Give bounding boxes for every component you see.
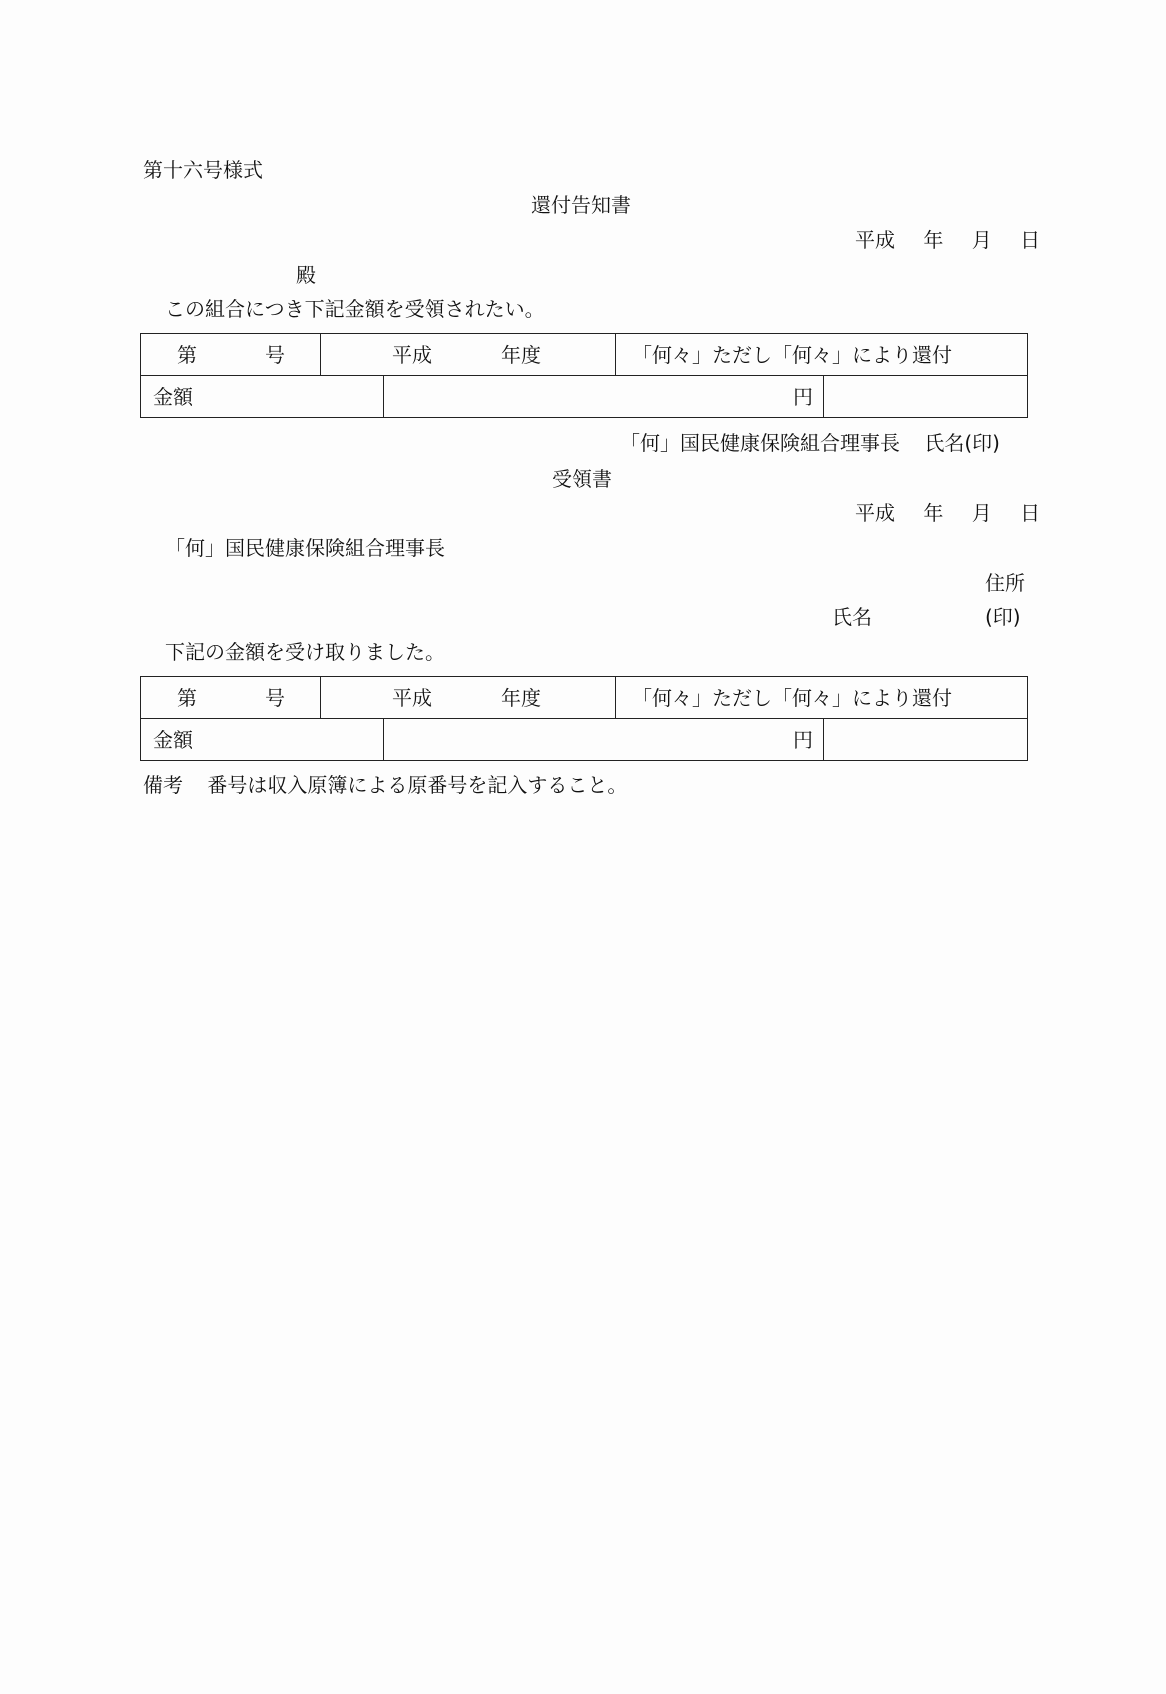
seal-label: (印) bbox=[985, 605, 1021, 629]
table-row bbox=[141, 718, 1027, 760]
fiscal-year-label: 年度 bbox=[501, 343, 541, 367]
reason-cell bbox=[615, 334, 1026, 375]
issuer bbox=[620, 430, 1000, 456]
yen-label: 円 bbox=[793, 385, 813, 409]
blank-cell bbox=[823, 376, 1026, 417]
remarks-text: 番号は収入原簿による原番号を記入すること。 bbox=[207, 773, 628, 797]
fiscal-year-cell bbox=[320, 677, 615, 718]
date-year: 年 bbox=[923, 501, 944, 525]
fiscal-year-cell bbox=[320, 334, 615, 375]
amount-label-cell bbox=[141, 376, 383, 417]
amount-label-cell bbox=[141, 719, 383, 760]
number-suffix: 号 bbox=[265, 686, 285, 710]
name-label: 氏名 bbox=[832, 605, 872, 629]
era-label: 平成 bbox=[392, 343, 432, 367]
date-month: 月 bbox=[971, 228, 992, 252]
amount-value-cell bbox=[383, 376, 823, 417]
receipt-title: 受領書 bbox=[552, 467, 612, 491]
notice-date bbox=[855, 227, 1040, 253]
amount-value-cell bbox=[383, 719, 823, 760]
table-row bbox=[141, 334, 1027, 375]
amount-label: 金額 bbox=[153, 728, 193, 752]
table-row bbox=[141, 375, 1027, 417]
notice-title: 還付告知書 bbox=[531, 193, 631, 217]
receipt-date bbox=[855, 500, 1040, 526]
table-row bbox=[141, 677, 1027, 718]
number-cell bbox=[141, 334, 320, 375]
refund-reason: 「何々」ただし「何々」により還付 bbox=[632, 686, 952, 710]
yen-label: 円 bbox=[793, 728, 813, 752]
addressee-suffix: 殿 bbox=[296, 263, 316, 287]
issuer-name: 氏名(印) bbox=[924, 431, 1000, 455]
era-label: 平成 bbox=[392, 686, 432, 710]
date-day: 日 bbox=[1020, 228, 1041, 252]
remarks bbox=[143, 772, 627, 798]
reason-cell bbox=[615, 677, 1026, 718]
form-number: 第十六号様式 bbox=[143, 158, 263, 182]
date-era: 平成 bbox=[855, 228, 895, 252]
number-prefix: 第 bbox=[177, 343, 197, 367]
date-month: 月 bbox=[971, 501, 992, 525]
notice-message: この組合につき下記金額を受領されたい。 bbox=[165, 297, 545, 321]
number-prefix: 第 bbox=[177, 686, 197, 710]
refund-reason: 「何々」ただし「何々」により還付 bbox=[632, 343, 952, 367]
address-label: 住所 bbox=[985, 571, 1025, 595]
number-suffix: 号 bbox=[265, 343, 285, 367]
date-day: 日 bbox=[1020, 501, 1041, 525]
number-cell bbox=[141, 677, 320, 718]
notice-table bbox=[140, 333, 1028, 418]
fiscal-year-label: 年度 bbox=[501, 686, 541, 710]
issuer-title: 「何」国民健康保険組合理事長 bbox=[620, 431, 900, 455]
date-year: 年 bbox=[923, 228, 944, 252]
date-era: 平成 bbox=[855, 501, 895, 525]
amount-label: 金額 bbox=[153, 385, 193, 409]
blank-cell bbox=[823, 719, 1026, 760]
receipt-addressee: 「何」国民健康保険組合理事長 bbox=[165, 536, 445, 560]
receipt-table bbox=[140, 676, 1028, 761]
receipt-message: 下記の金額を受け取りました。 bbox=[165, 640, 445, 664]
remarks-label: 備考 bbox=[143, 773, 183, 797]
